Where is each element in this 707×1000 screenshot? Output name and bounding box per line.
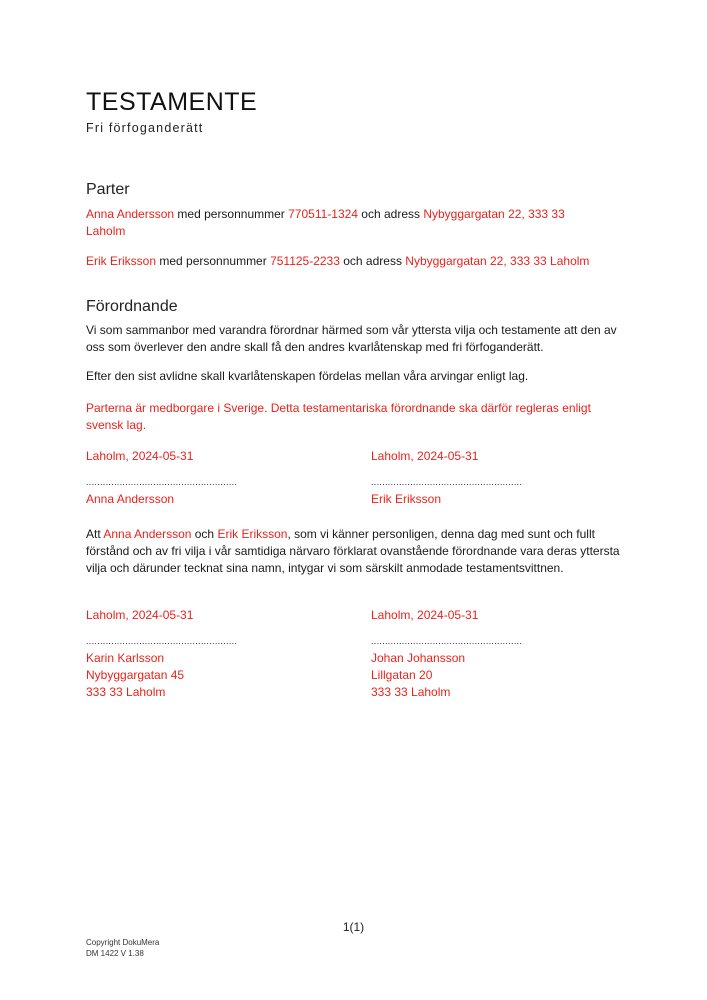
party-1-text-address-label: och adress	[357, 207, 424, 221]
witness-left-name: Karin Karlsson	[86, 651, 165, 665]
signature-left-line: ......................................................	[86, 477, 238, 487]
document-title: TESTAMENTE	[86, 88, 258, 116]
witness-right-name: Johan Johansson	[371, 651, 466, 665]
party-1-personnummer: 770511-1324	[288, 207, 358, 221]
party-1-name: Anna Andersson	[86, 207, 175, 221]
witness-statement-name-1: Anna Andersson	[103, 527, 192, 541]
witness-left-place-date: Laholm, 2024-05-31	[86, 608, 194, 622]
witness-right-city: 333 33 Laholm	[371, 685, 451, 699]
party-1-text-pnr-label: med personnummer	[174, 207, 289, 221]
witness-block-left	[86, 607, 237, 701]
signature-right-name: Erik Eriksson	[371, 492, 442, 506]
party-1-address: Nybyggargatan 22, 333 33 Laholm	[86, 207, 565, 238]
witness-block-right	[371, 607, 522, 701]
signature-left-name: Anna Andersson	[86, 492, 175, 506]
party-2-text-address-label: och adress	[339, 254, 406, 268]
party-2-personnummer: 751125-2233	[270, 254, 340, 268]
section-heading-forordnande: Förordnande	[86, 298, 178, 315]
party-2-paragraph	[86, 253, 626, 270]
party-2-text-pnr-label: med personnummer	[156, 254, 271, 268]
forordnande-paragraph-1: Vi som sammanbor med varandra förordnar härmed som vår yttersta vilja och testamente att den av oss som överlever den andre skall få den andres kvarlåtenskap med fri förfoganderätt.	[86, 323, 617, 354]
footer-version: DM 1422 V 1.38	[86, 949, 144, 958]
party-2-address: Nybyggargatan 22, 333 33 Laholm	[405, 254, 590, 268]
signature-block-right	[371, 448, 522, 508]
signature-right-place-date: Laholm, 2024-05-31	[371, 449, 479, 463]
witness-statement	[86, 526, 626, 577]
document-subtitle: Fri förfoganderätt	[86, 121, 204, 135]
page-number: 1(1)	[342, 920, 365, 934]
witness-left-street: Nybyggargatan 45	[86, 668, 185, 682]
witness-right-line: ......................................................	[371, 636, 523, 646]
signature-right-line: ......................................................	[371, 477, 523, 487]
witness-left-city: 333 33 Laholm	[86, 685, 166, 699]
section-heading-parter: Parter	[86, 181, 130, 198]
witness-statement-name-2: Erik Eriksson	[217, 527, 288, 541]
signature-left-place-date: Laholm, 2024-05-31	[86, 449, 194, 463]
witness-right-place-date: Laholm, 2024-05-31	[371, 608, 479, 622]
forordnande-paragraph-2: Efter den sist avlidne skall kvarlåtenskapen fördelas mellan våra arvingar enligt lag.	[86, 369, 529, 383]
witness-right-street: Lillgatan 20	[371, 668, 433, 682]
party-2-name: Erik Eriksson	[86, 254, 157, 268]
witness-statement-text-1: Att	[86, 527, 104, 541]
footer	[86, 937, 159, 959]
witness-statement-text-2: och	[191, 527, 218, 541]
party-1-paragraph	[86, 206, 591, 240]
witness-left-line: ......................................................	[86, 636, 238, 646]
forordnande-paragraph-3: Parterna är medborgare i Sverige. Detta testamentariska förordnande ska därför regleras enligt svensk lag.	[86, 401, 591, 432]
witness-statement-text-3: , som vi känner personligen, denna dag med sunt och fullt förstånd och av fri vilja i vår samtidiga närvaro förklarat ovanstående förordnande vara deras yttersta vilja och därunder tecknat sina namn, intygar vi som särskilt anmodade testamentsvittnen.	[86, 527, 620, 575]
signature-block-left	[86, 448, 237, 508]
footer-copyright: Copyright DokuMera	[86, 938, 160, 947]
